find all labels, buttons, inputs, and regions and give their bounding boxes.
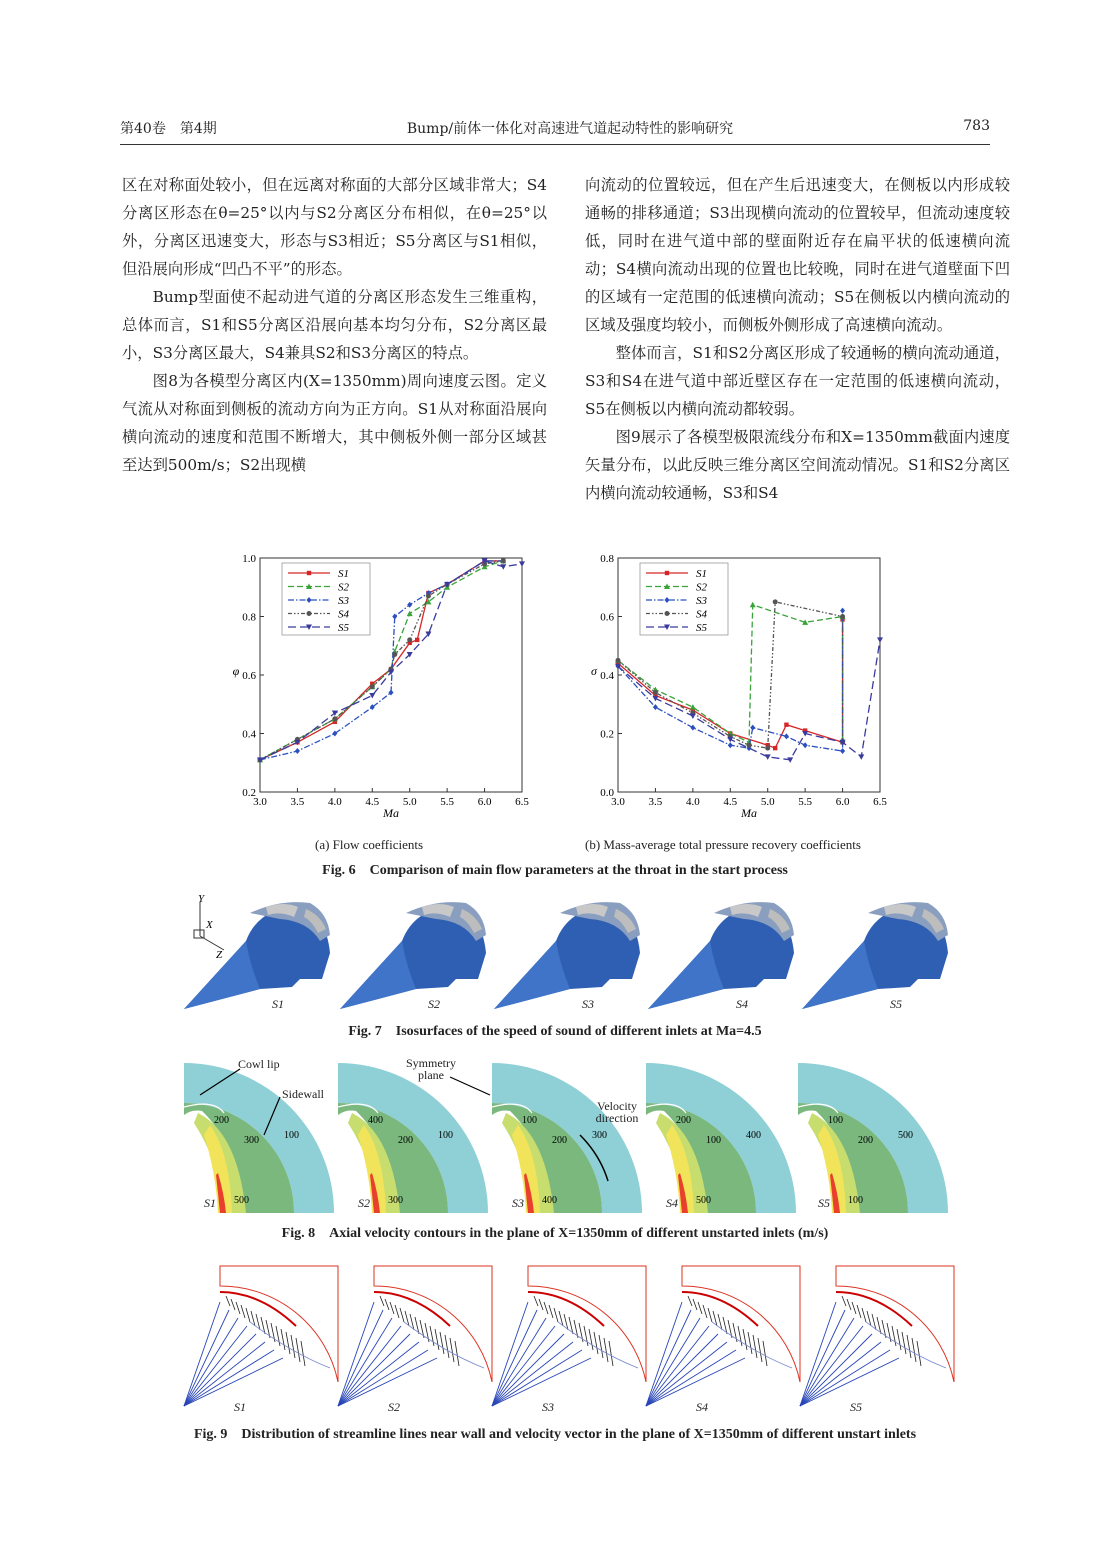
isosurface-panel bbox=[644, 895, 794, 1015]
data-point-s3 bbox=[690, 725, 695, 731]
velocity-vector bbox=[842, 1296, 846, 1306]
fig8-panel-label: S2 bbox=[358, 1196, 370, 1210]
right-column bbox=[585, 171, 1010, 507]
data-point-s4 bbox=[501, 558, 506, 563]
y-tick-label: 0.6 bbox=[242, 670, 256, 682]
streamline bbox=[492, 1334, 564, 1406]
subcaption-a: (a) Flow coefficients bbox=[315, 837, 424, 852]
fig8-caption: Fig. 8 Axial velocity contours in the plane of X=1350mm of different unstarted inlets (m/s) bbox=[281, 1226, 829, 1241]
data-point-s2 bbox=[407, 611, 413, 617]
velocity-vector bbox=[758, 1338, 762, 1362]
fig7-panel-label: S1 bbox=[272, 997, 284, 1011]
data-point-s3 bbox=[392, 614, 397, 620]
y-tick-label: 0.4 bbox=[242, 728, 256, 741]
streamline bbox=[338, 1302, 374, 1406]
velocity-vector bbox=[226, 1296, 230, 1306]
velocity-vector bbox=[594, 1332, 598, 1354]
paragraph: 图8为各模型分离区内(X=1350mm)周向速度云图。定义气流从对称面到侧板的流动方向为正方向。S1从对称面沿展向横向流动的速度和范围不断增大，其中侧板外侧一部分区域甚至达到500m/s；S2出现横 bbox=[122, 372, 547, 474]
data-point-s5 bbox=[690, 713, 696, 719]
paragraph: 图9展示了各模型极限流线分布和X=1350mm截面内速度矢量分布，以此反映三维分离区空间流动情况。S1和S2分离区内横向流动较通畅，S3和S4 bbox=[585, 428, 1010, 502]
data-point-s5 bbox=[519, 561, 525, 567]
streamline bbox=[646, 1334, 718, 1406]
y-tick-label: 0.2 bbox=[242, 787, 256, 799]
legend-marker-s1 bbox=[307, 571, 311, 575]
x-tick-label: 3.5 bbox=[290, 796, 305, 808]
data-point-s5 bbox=[877, 637, 883, 643]
velocity-vector bbox=[862, 1308, 866, 1322]
data-point-s4 bbox=[653, 690, 658, 695]
legend-label-s3: S3 bbox=[338, 595, 349, 607]
streamline-panel bbox=[488, 1262, 648, 1412]
velocity-vector bbox=[763, 1341, 767, 1366]
velocity-vector bbox=[693, 1299, 697, 1310]
legend-box bbox=[640, 563, 728, 635]
velocity-vector bbox=[445, 1335, 449, 1358]
data-point-s4 bbox=[426, 594, 431, 599]
streamline bbox=[338, 1334, 410, 1406]
velocity-vector bbox=[296, 1338, 300, 1362]
data-point-s5 bbox=[500, 564, 506, 570]
contour-label: 300 bbox=[388, 1195, 403, 1206]
velocity-vector bbox=[276, 1326, 280, 1346]
legend bbox=[282, 563, 370, 635]
streamline bbox=[338, 1342, 419, 1406]
page-number: 783 bbox=[963, 118, 990, 134]
isosurface-panel bbox=[490, 895, 640, 1015]
fig8-panel-label: S4 bbox=[666, 1196, 678, 1210]
velocity-vector bbox=[549, 1305, 553, 1318]
velocity-vector bbox=[857, 1305, 861, 1318]
legend-label-s2: S2 bbox=[696, 581, 707, 594]
streamline bbox=[800, 1342, 881, 1406]
y-tick-label: 0.4 bbox=[600, 670, 614, 682]
fig7-panel-label: S4 bbox=[736, 997, 748, 1011]
data-point-s3 bbox=[840, 608, 845, 614]
streamline bbox=[492, 1342, 573, 1406]
fig9-panel-label: S4 bbox=[696, 1400, 708, 1414]
fig8-panel-label: S3 bbox=[512, 1196, 524, 1210]
velocity-vector bbox=[609, 1341, 613, 1366]
velocity-vector bbox=[688, 1296, 692, 1306]
legend-label-s2: S2 bbox=[338, 581, 349, 594]
streamline bbox=[404, 1322, 484, 1368]
streamline bbox=[184, 1334, 256, 1406]
y-tick-label: 1.0 bbox=[242, 553, 256, 565]
data-point-s3 bbox=[332, 731, 337, 737]
contour-label: 100 bbox=[284, 1130, 299, 1141]
x-tick-label: 5.0 bbox=[402, 796, 417, 808]
header-rule bbox=[120, 144, 990, 145]
contour-label: 200 bbox=[552, 1135, 567, 1146]
contour-label: 300 bbox=[244, 1135, 259, 1146]
contour-panel bbox=[646, 1063, 796, 1213]
velocity-vector bbox=[907, 1335, 911, 1358]
data-point-s4 bbox=[370, 684, 375, 689]
x-tick-label: 5.0 bbox=[760, 796, 775, 808]
paragraph: 向流动的位置较远，但在产生后迅速变大，在侧板以内形成较通畅的排移通道；S3出现横向流动的位置较早，但流动速度较低，同时在进气道中部的壁面附近存在扁平状的低速横向流动；S4横向流动出现的位置也比较晚，同时在进气道壁面下凹的区域有一定范围的低速横向流动；S5在侧板以内横向流动的区域及强度均较小，而侧板外侧形成了高速横向流动。 bbox=[585, 176, 1010, 334]
velocity-vector bbox=[753, 1335, 757, 1358]
data-point-s1 bbox=[415, 638, 419, 642]
arrow-velocity bbox=[580, 1135, 608, 1181]
velocity-vector bbox=[748, 1332, 752, 1354]
velocity-vector bbox=[385, 1299, 389, 1310]
x-tick-label: 6.5 bbox=[873, 796, 887, 808]
velocity-vector bbox=[380, 1296, 384, 1306]
left-column bbox=[122, 171, 547, 479]
data-point-s3 bbox=[750, 725, 755, 731]
contour-label: 100 bbox=[438, 1130, 453, 1141]
data-point-s5 bbox=[727, 737, 733, 743]
x-tick-label: 3.5 bbox=[648, 796, 663, 808]
outer-boundary bbox=[682, 1266, 800, 1382]
streamline bbox=[250, 1322, 330, 1368]
fig9-panel-label: S2 bbox=[388, 1400, 400, 1414]
legend-label-s5: S5 bbox=[338, 622, 349, 634]
fig9-caption: Fig. 9 Distribution of streamline lines near wall and velocity vector in the plane of X=1350mm of different unstart inlets bbox=[193, 1427, 917, 1442]
streamline-panel bbox=[334, 1262, 494, 1412]
velocity-vector bbox=[892, 1326, 896, 1346]
legend-label-s1: S1 bbox=[696, 568, 707, 580]
annotation-symmetry-plane: Symmetry plane bbox=[406, 1056, 456, 1082]
isosurface-panel bbox=[336, 895, 486, 1015]
fig9-panel-label: S5 bbox=[850, 1400, 862, 1414]
isosurface-panel bbox=[798, 895, 948, 1015]
x-tick-label: 6.0 bbox=[477, 796, 492, 808]
arrow-cowl-lip bbox=[200, 1069, 240, 1095]
y-tick-label: 0.8 bbox=[242, 611, 256, 624]
x-axis-label: Ma bbox=[383, 806, 399, 820]
legend-label-s4: S4 bbox=[338, 608, 349, 621]
contour-label: 500 bbox=[234, 1195, 249, 1206]
fig7-caption: Fig. 7 Isosurfaces of the speed of sound of different inlets at Ma=4.5 bbox=[348, 1024, 762, 1039]
x-tick-label: 4.5 bbox=[723, 796, 738, 808]
legend-label-s4: S4 bbox=[696, 608, 707, 621]
data-point-s3 bbox=[784, 733, 789, 739]
x-tick-label: 3.0 bbox=[611, 796, 625, 808]
velocity-vector bbox=[395, 1305, 399, 1318]
streamline bbox=[800, 1334, 872, 1406]
header-volume: 第40卷 第4期 bbox=[120, 121, 217, 137]
velocity-vector bbox=[917, 1341, 921, 1366]
fig8-panel-label: S1 bbox=[204, 1196, 216, 1210]
velocity-vector bbox=[435, 1329, 439, 1350]
annotation-cowl-lip: Cowl lip bbox=[238, 1057, 280, 1071]
subcaption-b: (b) Mass-average total pressure recovery coefficients bbox=[585, 837, 861, 852]
y-tick-label: 0.6 bbox=[600, 611, 614, 624]
fig8-panel-label: S5 bbox=[818, 1196, 830, 1210]
streamline bbox=[646, 1342, 727, 1406]
velocity-vector bbox=[450, 1338, 454, 1362]
axis-x-label: X bbox=[206, 919, 213, 931]
data-point-s5 bbox=[858, 754, 864, 760]
fig7-panel-label: S5 bbox=[890, 997, 902, 1011]
velocity-vector bbox=[847, 1299, 851, 1310]
contour-panel bbox=[798, 1063, 948, 1213]
velocity-vector bbox=[912, 1338, 916, 1362]
velocity-vector bbox=[455, 1341, 459, 1366]
velocity-vector bbox=[544, 1302, 548, 1314]
streamline bbox=[558, 1322, 638, 1368]
legend-marker-s4 bbox=[665, 611, 670, 616]
velocity-vector bbox=[281, 1329, 285, 1350]
annotation-sidewall: Sidewall bbox=[282, 1087, 324, 1101]
legend-label-s3: S3 bbox=[696, 595, 707, 607]
velocity-vector bbox=[241, 1305, 245, 1318]
streamline bbox=[646, 1302, 682, 1406]
series-line-s1 bbox=[618, 619, 843, 748]
data-point-s4 bbox=[392, 652, 397, 657]
velocity-vector bbox=[400, 1308, 404, 1322]
data-point-s3 bbox=[728, 742, 733, 748]
velocity-vector bbox=[291, 1335, 295, 1358]
chart-total-pressure-recovery bbox=[580, 548, 900, 830]
outer-boundary bbox=[374, 1266, 492, 1382]
legend-marker-s1 bbox=[665, 571, 669, 575]
streamline bbox=[492, 1302, 528, 1406]
velocity-vector bbox=[430, 1326, 434, 1346]
legend-marker-s4 bbox=[307, 611, 312, 616]
streamline-panel bbox=[796, 1262, 956, 1412]
x-tick-label: 6.0 bbox=[835, 796, 850, 808]
paragraph: 区在对称面处较小，但在远离对称面的大部分区域非常大；S4分离区形态在θ=25°以内与S2分离区分布相似，在θ=25°以外，分离区迅速变大，形态与S3相近；S5分离区与S1相似，但沿展向形成“凹凸不平”的形态。 bbox=[122, 176, 547, 278]
chart-flow-coefficients bbox=[222, 548, 542, 830]
legend-box bbox=[282, 563, 370, 635]
contour-label: 200 bbox=[676, 1115, 691, 1126]
velocity-vector bbox=[897, 1329, 901, 1350]
velocity-vector bbox=[743, 1329, 747, 1350]
streamline bbox=[184, 1342, 265, 1406]
contour-label: 400 bbox=[542, 1195, 557, 1206]
x-tick-label: 5.5 bbox=[440, 796, 455, 808]
x-tick-label: 6.5 bbox=[515, 796, 529, 808]
paragraph: Bump型面使不起动进气道的分离区形态发生三维重构，总体而言，S1和S5分离区沿展向基本均匀分布，S2分离区最小，S3分离区最大，S4兼具S2和S3分离区的特点。 bbox=[122, 288, 547, 362]
legend bbox=[640, 563, 728, 635]
contour-label: 500 bbox=[898, 1130, 913, 1141]
data-point-s2 bbox=[690, 704, 696, 710]
data-point-s4 bbox=[765, 746, 770, 751]
fig7-panel-label: S2 bbox=[428, 997, 440, 1011]
running-header bbox=[120, 118, 990, 140]
velocity-vector bbox=[589, 1329, 593, 1350]
contour-label: 300 bbox=[592, 1130, 607, 1141]
y-tick-label: 0.0 bbox=[600, 787, 614, 799]
contour-label: 500 bbox=[696, 1195, 711, 1206]
velocity-vector bbox=[236, 1302, 240, 1314]
data-point-s4 bbox=[407, 637, 412, 642]
x-tick-label: 4.5 bbox=[365, 796, 380, 808]
velocity-vector bbox=[539, 1299, 543, 1310]
arrow-sidewall bbox=[264, 1097, 280, 1135]
x-tick-label: 3.0 bbox=[253, 796, 267, 808]
velocity-vector bbox=[301, 1341, 305, 1366]
annotation-velocity-direction: Velocity direction bbox=[595, 1099, 639, 1125]
velocity-vector bbox=[703, 1305, 707, 1318]
y-tick-label: 0.2 bbox=[600, 728, 614, 741]
contour-label: 100 bbox=[848, 1195, 863, 1206]
fig7-panel-label: S3 bbox=[582, 997, 594, 1011]
isosurface-panel bbox=[180, 895, 330, 1015]
velocity-vector bbox=[852, 1302, 856, 1314]
x-tick-label: 4.0 bbox=[327, 796, 342, 808]
data-point-s4 bbox=[840, 614, 845, 619]
velocity-vector bbox=[599, 1335, 603, 1358]
velocity-vector bbox=[554, 1308, 558, 1322]
y-tick-label: 0.8 bbox=[600, 553, 614, 565]
velocity-vector bbox=[738, 1326, 742, 1346]
header-title: Bump/前体一体化对高速进气道起动特性的影响研究 bbox=[406, 121, 734, 137]
streamline bbox=[712, 1322, 792, 1368]
velocity-vector bbox=[390, 1302, 394, 1314]
velocity-vector bbox=[584, 1326, 588, 1346]
data-point-s5 bbox=[652, 696, 658, 702]
velocity-vector bbox=[604, 1338, 608, 1362]
fig9-panel-label: S3 bbox=[542, 1400, 554, 1414]
velocity-vector bbox=[698, 1302, 702, 1314]
velocity-vector bbox=[534, 1296, 538, 1306]
contour-label: 200 bbox=[858, 1135, 873, 1146]
contour-label: 400 bbox=[746, 1130, 761, 1141]
data-point-s3 bbox=[295, 748, 300, 754]
fig9-panel-label: S1 bbox=[234, 1400, 246, 1414]
velocity-vector bbox=[708, 1308, 712, 1322]
y-axis-label: σ bbox=[591, 664, 597, 678]
outer-boundary bbox=[220, 1266, 338, 1382]
contour-label: 100 bbox=[706, 1135, 721, 1146]
legend-label-s1: S1 bbox=[338, 568, 349, 580]
y-axis-label: φ bbox=[232, 664, 240, 678]
velocity-vector bbox=[286, 1332, 290, 1354]
data-point-s3 bbox=[840, 748, 845, 754]
contour-label: 400 bbox=[368, 1115, 383, 1126]
data-point-s1 bbox=[773, 746, 777, 750]
contour-label: 100 bbox=[828, 1115, 843, 1126]
streamline-panel bbox=[180, 1262, 340, 1412]
outer-boundary bbox=[836, 1266, 954, 1382]
contour-label: 200 bbox=[398, 1135, 413, 1146]
data-point-s3 bbox=[653, 704, 658, 710]
axis-z-label: Z bbox=[216, 949, 223, 961]
data-point-s5 bbox=[765, 754, 771, 760]
streamline bbox=[800, 1302, 836, 1406]
x-tick-label: 4.0 bbox=[685, 796, 700, 808]
data-point-s4 bbox=[332, 716, 337, 721]
data-point-s4 bbox=[773, 599, 778, 604]
velocity-vector bbox=[440, 1332, 444, 1354]
data-point-s4 bbox=[747, 743, 752, 748]
velocity-vector bbox=[902, 1332, 906, 1354]
data-point-s2 bbox=[750, 602, 756, 608]
velocity-vector bbox=[246, 1308, 250, 1322]
x-axis-label: Ma bbox=[741, 806, 757, 820]
fig6-caption: Fig. 6 Comparison of main flow parameters at the throat in the start process bbox=[322, 863, 788, 878]
data-point-s1 bbox=[784, 723, 788, 727]
streamline-panel bbox=[642, 1262, 802, 1412]
contour-label: 200 bbox=[214, 1115, 229, 1126]
streamline bbox=[184, 1302, 220, 1406]
data-point-s5 bbox=[369, 693, 375, 699]
outer-boundary bbox=[528, 1266, 646, 1382]
axis-y-label: Y bbox=[198, 893, 205, 905]
velocity-vector bbox=[231, 1299, 235, 1310]
data-point-s4 bbox=[616, 658, 621, 663]
paragraph: 整体而言，S1和S2分离区形成了较通畅的横向流动通道，S3和S4在进气道中部近壁区存在一定范围的低速横向流动，S5在侧板以内横向流动都较弱。 bbox=[585, 344, 1010, 418]
x-tick-label: 5.5 bbox=[798, 796, 813, 808]
contour-label: 100 bbox=[522, 1115, 537, 1126]
legend-label-s5: S5 bbox=[696, 622, 707, 634]
streamline bbox=[866, 1322, 946, 1368]
data-point-s3 bbox=[803, 742, 808, 748]
